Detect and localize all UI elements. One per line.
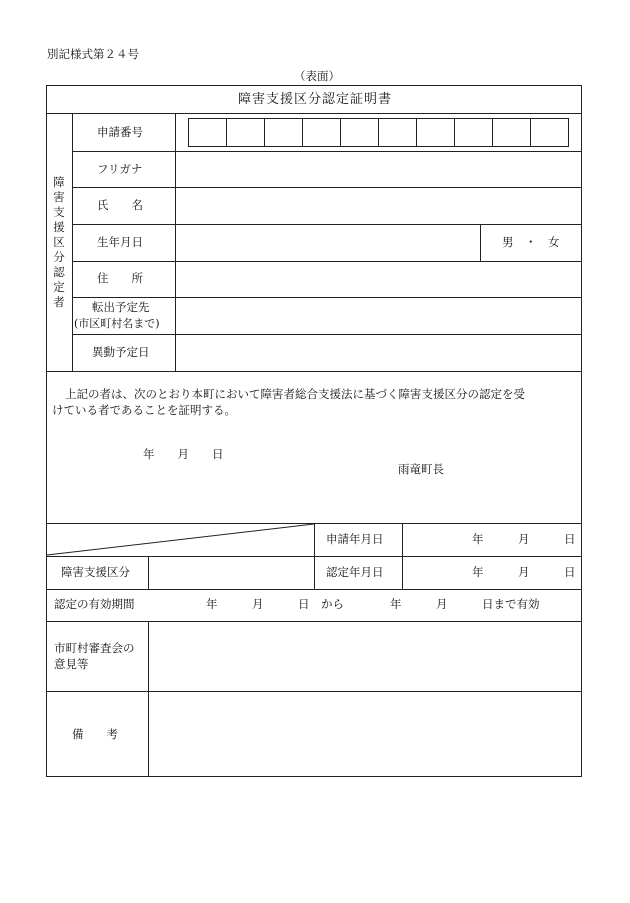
diagonal-slash bbox=[46, 523, 314, 556]
certification-date-value[interactable]: 年 月 日 bbox=[472, 565, 576, 579]
application-number-digit[interactable] bbox=[531, 119, 568, 146]
furigana-field[interactable] bbox=[176, 152, 581, 187]
application-number-digit[interactable] bbox=[493, 119, 531, 146]
name-label: 氏 名 bbox=[97, 198, 143, 212]
application-number-label: 申請番号 bbox=[97, 125, 143, 139]
application-date-label: 申請年月日 bbox=[326, 532, 384, 546]
application-number-digit[interactable] bbox=[189, 119, 227, 146]
remarks-field[interactable] bbox=[149, 692, 581, 776]
furigana-label: フリガナ bbox=[97, 162, 143, 176]
move-date-label: 異動予定日 bbox=[92, 345, 150, 359]
remarks-label: 備 考 bbox=[72, 727, 118, 741]
moveout-label-sub: (市区町村名まで) bbox=[74, 317, 160, 330]
certification-date[interactable]: 年 月 日 bbox=[143, 447, 224, 461]
side-label: （表面） bbox=[294, 69, 340, 83]
application-number-digit[interactable] bbox=[379, 119, 417, 146]
applicant-vertical-label: 障 害 支 援 区 分 認 定 者 bbox=[53, 175, 65, 309]
application-number-digit[interactable] bbox=[265, 119, 303, 146]
application-number-digit[interactable] bbox=[341, 119, 379, 146]
review-label-sub: 意見等 bbox=[54, 657, 89, 671]
birthdate-field[interactable] bbox=[176, 225, 480, 261]
validity-label: 認定の有効期間 bbox=[54, 597, 135, 611]
address-field[interactable] bbox=[176, 262, 581, 297]
form-title: 障害支援区分認定証明書 bbox=[237, 92, 392, 107]
application-number-boxes bbox=[188, 118, 569, 147]
application-number-digit[interactable] bbox=[303, 119, 341, 146]
validity-value[interactable]: 年 月 日 から 年 月 日まで有効 bbox=[206, 597, 540, 611]
issuer-name: 雨竜町長 bbox=[398, 462, 444, 476]
move-date-field[interactable] bbox=[176, 335, 581, 371]
address-label: 住 所 bbox=[97, 271, 143, 285]
application-date-value[interactable]: 年 月 日 bbox=[472, 532, 576, 546]
certification-date-label: 認定年月日 bbox=[326, 565, 384, 579]
category-label: 障害支援区分 bbox=[61, 565, 130, 579]
certification-text-line2: けている者であることを証明する。 bbox=[52, 403, 236, 417]
application-number-digit[interactable] bbox=[455, 119, 493, 146]
certification-text-line1: 上記の者は、次のとおり本町において障害者総合支援法に基づく障害支援区分の認定を受 bbox=[65, 387, 525, 401]
birthdate-label: 生年月日 bbox=[97, 235, 143, 249]
form-number: 別記様式第２４号 bbox=[47, 47, 139, 61]
name-field[interactable] bbox=[176, 188, 581, 224]
moveout-label: 転出予定先 bbox=[92, 300, 150, 314]
moveout-field[interactable] bbox=[176, 298, 581, 334]
gender-options[interactable]: 男 ・ 女 bbox=[502, 235, 560, 249]
category-field[interactable] bbox=[149, 557, 314, 589]
review-opinion-field[interactable] bbox=[149, 622, 581, 691]
review-label: 市町村審査会の bbox=[54, 641, 135, 655]
application-number-digit[interactable] bbox=[417, 119, 455, 146]
application-number-digit[interactable] bbox=[227, 119, 265, 146]
